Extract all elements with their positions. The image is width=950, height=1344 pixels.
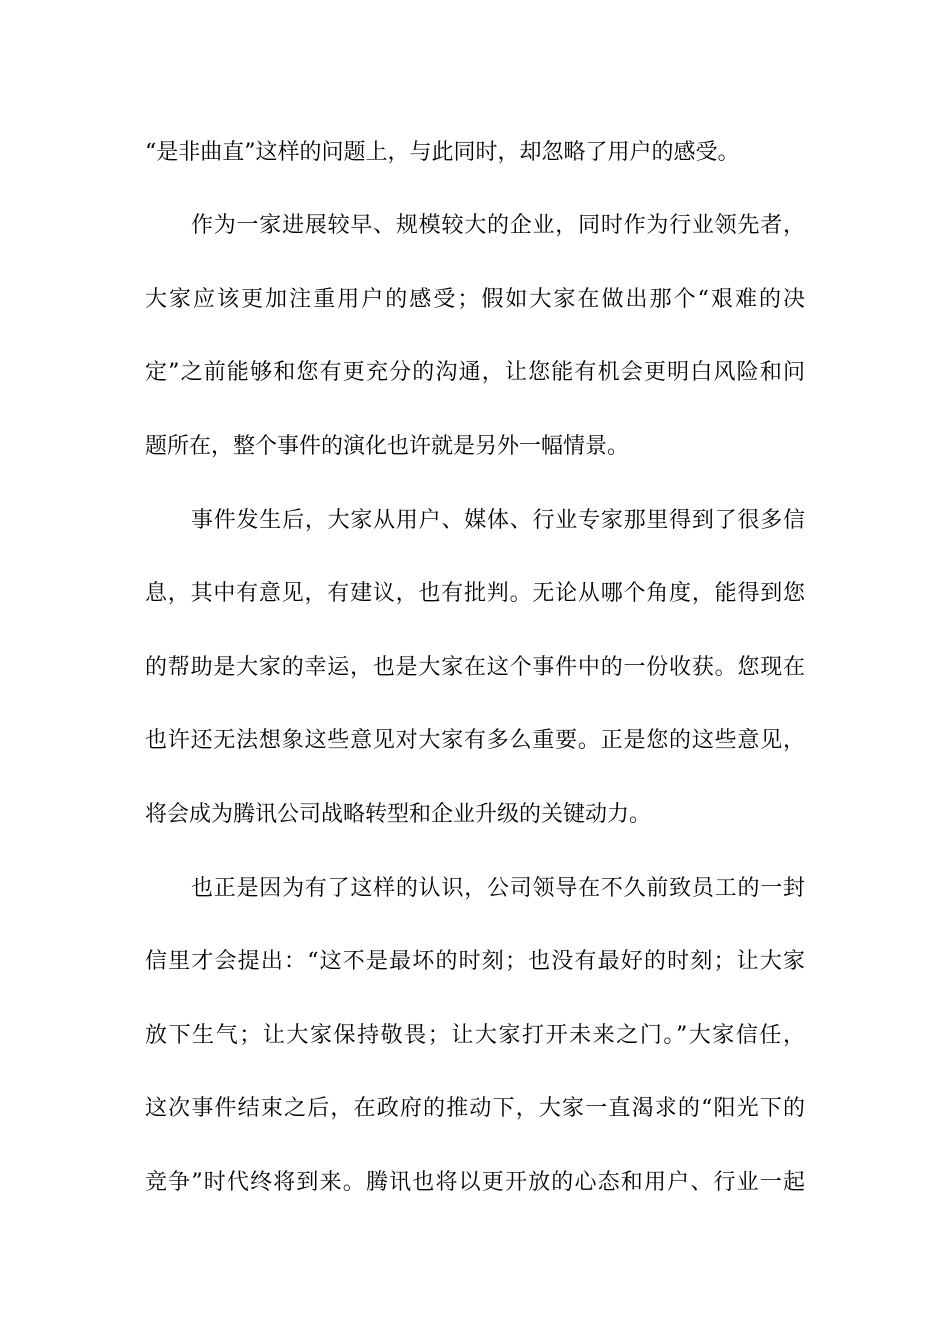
text-line: 这次事件结束之后，在政府的推动下，大家一直渴求的“阳光下的 [145,1096,805,1121]
text-line: “是非曲直”这样的问题上，与此同时，却忽略了用户的感受。 [145,140,740,165]
text-line: 竞争”时代终将到来。腾讯也将以更开放的心态和用户、行业一起 [145,1170,805,1195]
text-line: 放下生气；让大家保持敬畏；让大家打开未来之门。”大家信任， [145,1023,805,1048]
text-line: 大家应该更加注重用户的感受；假如大家在做出那个“艰难的决 [145,287,805,312]
paragraph-first-line: 也正是因为有了这样的认识，公司领导在不久前致员工的一封 [191,876,805,901]
paragraph-first-line: 作为一家进展较早、规模较大的企业，同时作为行业领先者， [191,213,805,238]
text-line: 也许还无法想象这些意见对大家有多么重要。正是您的这些意见， [145,728,805,753]
paragraph-first-line: 事件发生后，大家从用户、媒体、行业专家那里得到了很多信 [191,508,805,533]
text-line: 定”之前能够和您有更充分的沟通，让您能有机会更明白风险和问 [145,360,805,385]
text-line: 信里才会提出：“这不是最坏的时刻；也没有最好的时刻；让大家 [145,949,805,974]
text-line: 题所在，整个事件的演化也许就是另外一幅情景。 [145,434,630,459]
text-line: 息，其中有意见，有建议，也有批判。无论从哪个角度，能得到您 [145,581,805,606]
text-line: 将会成为腾讯公司战略转型和企业升级的关键动力。 [145,802,652,827]
text-line: 的帮助是大家的幸运，也是大家在这个事件中的一份收获。您现在 [145,655,805,680]
